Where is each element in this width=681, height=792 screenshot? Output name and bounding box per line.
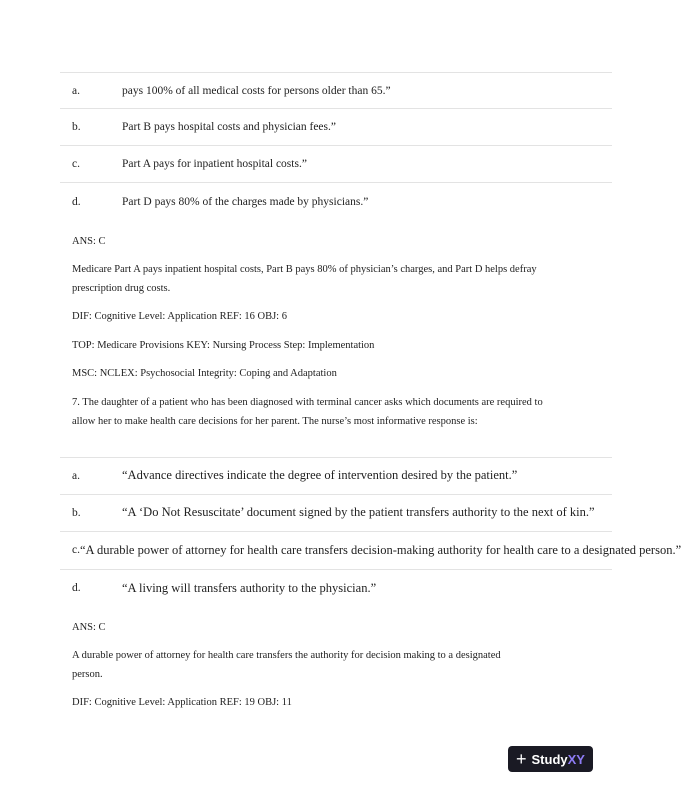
q7-dif: DIF: Cognitive Level: Application REF: 19 OBJ: 11 bbox=[72, 697, 292, 708]
q7-option-d bbox=[60, 570, 612, 608]
q6-rationale: Medicare Part A pays inpatient hospital costs, Part B pays 80% of physician’s charges, and Part D helps defray prescription drug costs. bbox=[72, 264, 537, 294]
q6-answer: ANS: C bbox=[72, 236, 106, 247]
plus-icon: + bbox=[516, 749, 527, 769]
brand-accent: XY bbox=[567, 751, 585, 767]
q7-rationale: A durable power of attorney for health care transfers the authority for decision making to a designated person. bbox=[72, 650, 501, 680]
brand-name bbox=[532, 752, 585, 767]
q7-option-b bbox=[60, 495, 612, 533]
option-letter: a. bbox=[72, 84, 80, 97]
option-letter: c. bbox=[72, 544, 80, 557]
option-text: “A durable power of attorney for health care transfers decision-making authority for health care to a designated person.” bbox=[79, 542, 681, 557]
studyxy-logo-badge[interactable] bbox=[508, 746, 593, 772]
option-text: pays 100% of all medical costs for persons older than 65.” bbox=[122, 84, 391, 97]
q6-option-c bbox=[60, 146, 612, 183]
q7-stem: 7. The daughter of a patient who has been diagnosed with terminal cancer asks which documents are required to allow her to make health care decisions for her parent. The nurse’s most informative response is: bbox=[72, 397, 543, 427]
option-letter: a. bbox=[72, 469, 80, 482]
q6-options-table bbox=[60, 72, 612, 220]
q7-options-table bbox=[60, 457, 681, 607]
q6-msc: MSC: NCLEX: Psychosocial Integrity: Coping and Adaptation bbox=[72, 368, 337, 379]
option-letter: d. bbox=[72, 582, 81, 595]
option-text: Part D pays 80% of the charges made by physicians.” bbox=[122, 195, 369, 208]
option-text: Part B pays hospital costs and physician fees.” bbox=[122, 121, 336, 133]
q6-option-d bbox=[60, 183, 612, 220]
option-text: “A living will transfers authority to the physician.” bbox=[122, 580, 377, 595]
q7-option-c bbox=[60, 532, 681, 570]
option-text: “Advance directives indicate the degree of intervention desired by the patient.” bbox=[122, 468, 518, 483]
option-letter: d. bbox=[72, 195, 81, 208]
option-letter: b. bbox=[72, 121, 81, 133]
q6-option-a bbox=[60, 72, 612, 109]
option-letter: b. bbox=[72, 506, 81, 519]
option-text: “A ‘Do Not Resuscitate’ document signed by the patient transfers authority to the next of kin.” bbox=[122, 505, 595, 520]
brand-main: Study bbox=[531, 751, 568, 767]
option-text: Part A pays for inpatient hospital costs.” bbox=[122, 158, 307, 170]
q7-answer: ANS: C bbox=[72, 622, 106, 633]
option-letter: c. bbox=[72, 158, 80, 170]
q6-top: TOP: Medicare Provisions KEY: Nursing Process Step: Implementation bbox=[72, 340, 375, 351]
q7-option-a bbox=[60, 457, 612, 495]
q6-dif: DIF: Cognitive Level: Application REF: 16 OBJ: 6 bbox=[72, 311, 287, 322]
q6-option-b bbox=[60, 109, 612, 146]
